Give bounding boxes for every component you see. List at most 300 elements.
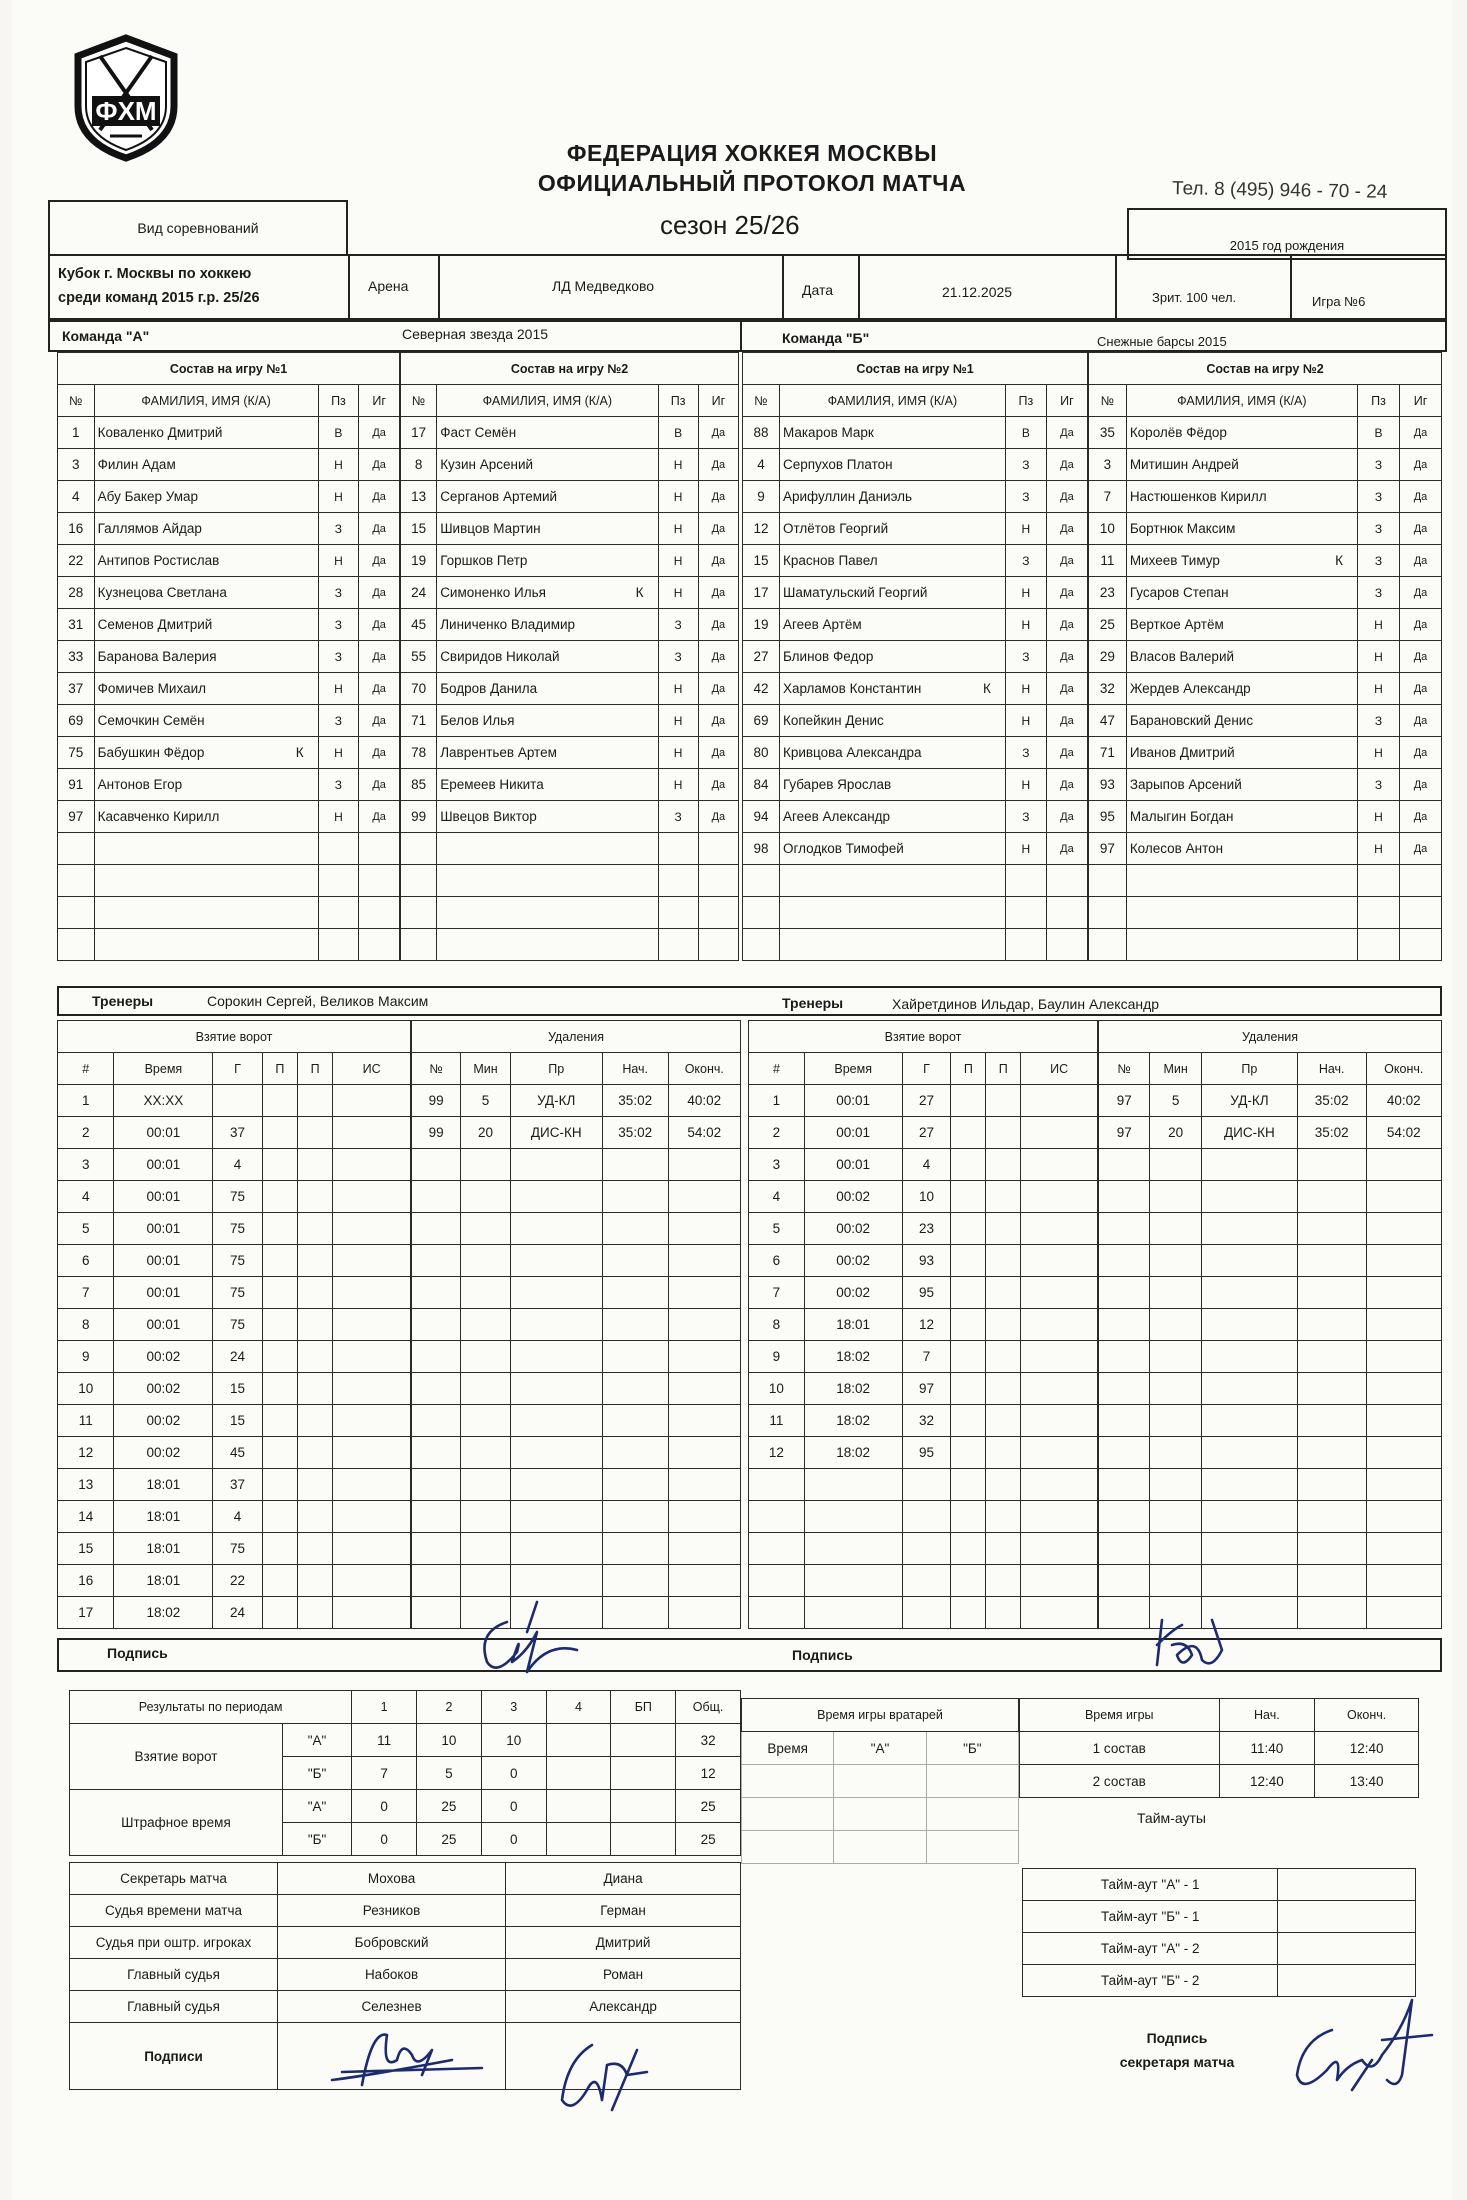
- gk-time-label: Время: [742, 1732, 834, 1765]
- player-name-text: Семочкин Семён: [97, 713, 205, 728]
- roster-row: [58, 897, 400, 929]
- goal-situation: [333, 1213, 411, 1245]
- goal-assist1: [951, 1597, 986, 1629]
- penalty-code: [510, 1501, 602, 1533]
- penalty-code: [1201, 1373, 1297, 1405]
- penalty-player: [1099, 1373, 1150, 1405]
- goal-time: 00:02: [114, 1437, 213, 1469]
- roster-row: [58, 545, 400, 577]
- official-firstname: Александр: [506, 1991, 741, 2023]
- player-played: Да: [1046, 833, 1087, 865]
- official-surname: Мохова: [278, 1863, 506, 1895]
- goal-assist2: [298, 1245, 333, 1277]
- penalty-end: [1366, 1597, 1442, 1629]
- goal-time: 00:02: [804, 1277, 902, 1309]
- pim-period-value: 0: [481, 1823, 546, 1856]
- goal-assist2: [986, 1501, 1021, 1533]
- captain-mark: К: [982, 681, 991, 696]
- penalty-row: [412, 1085, 741, 1117]
- birth-year-box: 2015 год рождения: [1127, 208, 1447, 260]
- roster-row: [1089, 673, 1442, 705]
- goal-index: 11: [58, 1405, 114, 1437]
- goal-situation: [333, 1341, 411, 1373]
- player-number: 85: [401, 769, 437, 801]
- penalty-row: [1099, 1213, 1442, 1245]
- goal-index: 13: [58, 1469, 114, 1501]
- goal-time: 00:01: [114, 1117, 213, 1149]
- player-name-text: Шивцов Мартин: [440, 521, 541, 536]
- penalty-code: [1201, 1245, 1297, 1277]
- penalty-minutes: [1150, 1309, 1201, 1341]
- goal-row: [58, 1565, 411, 1597]
- penalty-end: [668, 1533, 740, 1565]
- player-number: 12: [743, 513, 780, 545]
- goal-situation: [333, 1117, 411, 1149]
- player-number: [58, 865, 95, 897]
- goal-scorer: 37: [213, 1469, 262, 1501]
- penalty-start: [602, 1181, 668, 1213]
- goal-situation: [1021, 1085, 1098, 1117]
- penalties-title: Удаления: [412, 1021, 741, 1053]
- col-position: Пз: [318, 385, 359, 417]
- penalty-player: [1099, 1437, 1150, 1469]
- goal-situation: [1021, 1213, 1098, 1245]
- player-name-text: Фомичев Михаил: [97, 681, 206, 696]
- goals-period-value: 10: [417, 1724, 482, 1757]
- goal-situation: [1021, 1181, 1098, 1213]
- penalty-end: 40:02: [1366, 1085, 1442, 1117]
- goals-col-header: Время: [804, 1053, 902, 1085]
- player-name-text: Фаст Семён: [440, 425, 517, 440]
- goal-row: [58, 1085, 411, 1117]
- goal-assist1: [262, 1597, 297, 1629]
- player-number: 19: [401, 545, 437, 577]
- player-position: Н: [318, 449, 359, 481]
- player-name-text: Бодров Данила: [440, 681, 538, 696]
- player-number: 8: [401, 449, 437, 481]
- player-played: Да: [1046, 801, 1087, 833]
- player-name: [437, 673, 658, 705]
- penalty-row: [1099, 1501, 1442, 1533]
- goals-period-value: [546, 1757, 611, 1790]
- player-position: З: [1357, 513, 1399, 545]
- penalty-row: [1099, 1341, 1442, 1373]
- player-played: Да: [1399, 769, 1441, 801]
- penalty-row: [412, 1341, 741, 1373]
- penalty-start: [1297, 1213, 1366, 1245]
- goals-title: Взятие ворот: [749, 1021, 1098, 1053]
- player-number: 13: [401, 481, 437, 513]
- player-played: Да: [1046, 769, 1087, 801]
- goal-assist1: [951, 1565, 986, 1597]
- goal-row: [749, 1341, 1098, 1373]
- goal-assist1: [951, 1149, 986, 1181]
- player-position: З: [318, 769, 359, 801]
- svg-text:ФХМ: ФХМ: [95, 96, 157, 126]
- player-name: [779, 417, 1005, 449]
- goal-index: [749, 1533, 805, 1565]
- goal-assist2: [298, 1597, 333, 1629]
- penalty-minutes: [1150, 1533, 1201, 1565]
- goal-assist2: [298, 1149, 333, 1181]
- player-played: Да: [1399, 481, 1441, 513]
- player-number: 23: [1089, 577, 1127, 609]
- player-position: Н: [318, 737, 359, 769]
- penalty-minutes: 20: [1150, 1117, 1201, 1149]
- roster-row: [743, 449, 1088, 481]
- team-marker: "Б": [282, 1757, 351, 1790]
- goal-assist2: [986, 1469, 1021, 1501]
- player-played: Да: [359, 545, 400, 577]
- goal-index: [749, 1565, 805, 1597]
- player-number: 35: [1089, 417, 1127, 449]
- roster-row: [743, 673, 1088, 705]
- player-played: [1399, 929, 1441, 961]
- player-name-text: Абу Бакер Умар: [97, 489, 199, 504]
- goals-col-header: #: [58, 1053, 114, 1085]
- penalty-row: [1099, 1469, 1442, 1501]
- player-number: 22: [58, 545, 95, 577]
- roster-row: [743, 609, 1088, 641]
- player-number: 33: [58, 641, 95, 673]
- roster-row: [743, 545, 1088, 577]
- penalty-end: [668, 1245, 740, 1277]
- goal-scorer: 75: [213, 1245, 262, 1277]
- penalty-start: [602, 1533, 668, 1565]
- player-name: [437, 929, 658, 961]
- roster-row: [401, 417, 739, 449]
- player-position: Н: [658, 769, 698, 801]
- player-name: [94, 865, 318, 897]
- roster-title: Состав на игру №2: [1089, 353, 1442, 385]
- penalty-player: [412, 1149, 461, 1181]
- player-position: Н: [658, 577, 698, 609]
- penalty-minutes: [461, 1501, 510, 1533]
- gt-title: Время игры: [1020, 1699, 1220, 1732]
- player-played: [359, 833, 400, 865]
- period-label: 4: [546, 1691, 611, 1724]
- col-number: №: [58, 385, 95, 417]
- penalty-end: [1366, 1501, 1442, 1533]
- player-name-text: Коваленко Дмитрий: [97, 425, 223, 440]
- goal-index: 15: [58, 1533, 114, 1565]
- roster-title: Состав на игру №1: [743, 353, 1088, 385]
- player-name: [1126, 449, 1357, 481]
- player-number: 9: [743, 481, 780, 513]
- player-position: Н: [318, 481, 359, 513]
- player-name-text: Кузин Арсений: [440, 457, 534, 472]
- player-position: З: [318, 609, 359, 641]
- goal-scorer: 45: [213, 1437, 262, 1469]
- phone: Тел. 8 (495) 946 - 70 - 24: [1171, 178, 1388, 203]
- goal-scorer: [902, 1501, 951, 1533]
- penalties-title-row: [1099, 1021, 1442, 1053]
- timeouts-title: Тайм-ауты: [1137, 1810, 1206, 1826]
- goal-situation: [333, 1469, 411, 1501]
- col-played: Иг: [1046, 385, 1087, 417]
- penalty-row: [412, 1245, 741, 1277]
- roster-row: [401, 577, 739, 609]
- penalties-team-a: [411, 1020, 741, 1629]
- penalty-code: [1201, 1181, 1297, 1213]
- goal-index: 8: [749, 1309, 805, 1341]
- player-name: [779, 609, 1005, 641]
- penalty-start: [602, 1341, 668, 1373]
- penalty-player: 97: [1099, 1117, 1150, 1149]
- goal-index: 17: [58, 1597, 114, 1629]
- goal-row: [749, 1149, 1098, 1181]
- penalty-minutes: [1150, 1341, 1201, 1373]
- goal-time: [804, 1565, 902, 1597]
- goal-row: [58, 1341, 411, 1373]
- player-position: Н: [318, 545, 359, 577]
- penalty-player: [1099, 1565, 1150, 1597]
- player-name: [1126, 673, 1357, 705]
- goal-assist2: [298, 1213, 333, 1245]
- player-played: [359, 897, 400, 929]
- gk-cell: [926, 1765, 1018, 1798]
- player-played: [1399, 865, 1441, 897]
- penalty-start: [1297, 1501, 1366, 1533]
- gk-cell: [926, 1831, 1018, 1864]
- player-played: Да: [359, 417, 400, 449]
- penalty-player: 97: [1099, 1085, 1150, 1117]
- player-played: Да: [698, 577, 738, 609]
- penalty-minutes: [1150, 1469, 1201, 1501]
- gt-start-label: Нач.: [1219, 1699, 1315, 1732]
- player-played: Да: [1399, 577, 1441, 609]
- signature-team-a: [467, 1592, 607, 1682]
- col-number: №: [743, 385, 780, 417]
- player-number: [401, 865, 437, 897]
- team-marker: "А": [282, 1790, 351, 1823]
- penalty-player: [412, 1597, 461, 1629]
- player-played: Да: [1046, 577, 1087, 609]
- goal-scorer: [213, 1085, 262, 1117]
- player-played: [1046, 929, 1087, 961]
- goal-time: 00:02: [804, 1181, 902, 1213]
- player-name-text: Кривцова Александра: [782, 745, 922, 760]
- player-played: Да: [1046, 673, 1087, 705]
- goal-assist1: [262, 1469, 297, 1501]
- goal-index: 3: [749, 1149, 805, 1181]
- period-label: Общ.: [676, 1691, 741, 1724]
- penalty-code: ДИС-КН: [510, 1117, 602, 1149]
- period-label: БП: [611, 1691, 676, 1724]
- player-name: [779, 481, 1005, 513]
- player-played: Да: [1399, 801, 1441, 833]
- roster-row: [743, 865, 1088, 897]
- goal-assist2: [986, 1309, 1021, 1341]
- goal-time: 00:02: [114, 1341, 213, 1373]
- timeout-label: Тайм-аут "А" - 2: [1023, 1933, 1278, 1965]
- timeout-row: [1023, 1869, 1416, 1901]
- penalty-start: [602, 1309, 668, 1341]
- player-number: 15: [401, 513, 437, 545]
- player-position: Н: [658, 673, 698, 705]
- penalty-player: [412, 1405, 461, 1437]
- gk-team-b: "Б": [926, 1732, 1018, 1765]
- player-position: [658, 865, 698, 897]
- penalty-end: [668, 1565, 740, 1597]
- player-name-text: Барановский Денис: [1129, 713, 1254, 728]
- goal-scorer: 32: [902, 1405, 951, 1437]
- goal-assist1: [262, 1341, 297, 1373]
- player-played: Да: [359, 705, 400, 737]
- roster-row: [743, 417, 1088, 449]
- penalty-code: [510, 1437, 602, 1469]
- penalty-row: [412, 1437, 741, 1469]
- goals-col-header: П: [298, 1053, 333, 1085]
- official-role: Секретарь матча: [70, 1863, 278, 1895]
- player-name-text: Баранова Валерия: [97, 649, 217, 664]
- goals-title-row: [58, 1021, 411, 1053]
- penalty-code: [1201, 1469, 1297, 1501]
- goal-index: 9: [749, 1341, 805, 1373]
- player-name-text: Кузнецова Светлана: [97, 585, 227, 600]
- penalty-start: [602, 1245, 668, 1277]
- goal-row: [749, 1181, 1098, 1213]
- goal-time: 18:01: [804, 1309, 902, 1341]
- player-played: [698, 865, 738, 897]
- goal-assist2: [298, 1181, 333, 1213]
- official-firstname: Герман: [506, 1895, 741, 1927]
- penalties-col-header: Нач.: [1297, 1053, 1366, 1085]
- penalty-row: [1099, 1309, 1442, 1341]
- penalty-row: [412, 1117, 741, 1149]
- roster-b-game2: [1088, 352, 1442, 961]
- player-name: [94, 641, 318, 673]
- gk-team-a: "А": [834, 1732, 926, 1765]
- player-number: 91: [58, 769, 95, 801]
- player-name: [1126, 865, 1357, 897]
- player-played: Да: [1046, 545, 1087, 577]
- player-number: [58, 833, 95, 865]
- player-number: [1089, 865, 1127, 897]
- penalty-code: [1201, 1437, 1297, 1469]
- player-name-text: Губарев Ярослав: [782, 777, 892, 792]
- official-firstname: Дмитрий: [506, 1927, 741, 1959]
- penalty-code: [510, 1469, 602, 1501]
- gk-row: [742, 1765, 1019, 1798]
- goals-period-value: 12: [676, 1757, 741, 1790]
- player-number: [58, 897, 95, 929]
- goal-assist2: [298, 1341, 333, 1373]
- goal-scorer: 75: [213, 1277, 262, 1309]
- penalties-col-header: Пр: [1201, 1053, 1297, 1085]
- penalty-row: [1099, 1085, 1442, 1117]
- player-name: [437, 641, 658, 673]
- player-position: З: [318, 577, 359, 609]
- penalty-player: [412, 1533, 461, 1565]
- fhm-logo: [70, 34, 182, 162]
- goal-situation: [333, 1501, 411, 1533]
- goal-index: 6: [58, 1245, 114, 1277]
- penalty-player: [412, 1213, 461, 1245]
- goals-col-header: #: [749, 1053, 805, 1085]
- penalty-start: [1297, 1405, 1366, 1437]
- penalty-row: [1099, 1277, 1442, 1309]
- penalty-row: [1099, 1149, 1442, 1181]
- goal-assist2: [986, 1565, 1021, 1597]
- goal-row: [749, 1373, 1098, 1405]
- goal-index: 2: [58, 1117, 114, 1149]
- goal-row: [749, 1501, 1098, 1533]
- goal-row: [749, 1213, 1098, 1245]
- roster-row: [58, 737, 400, 769]
- goal-assist1: [951, 1469, 986, 1501]
- penalty-row: [412, 1181, 741, 1213]
- player-position: В: [1005, 417, 1046, 449]
- player-played: Да: [1046, 417, 1087, 449]
- goal-scorer: 4: [213, 1501, 262, 1533]
- goal-time: 18:02: [804, 1341, 902, 1373]
- timeout-label: Тайм-аут "Б" - 1: [1023, 1901, 1278, 1933]
- gk-cell: [926, 1798, 1018, 1831]
- goal-row: [749, 1597, 1098, 1629]
- player-played: Да: [1399, 737, 1441, 769]
- penalty-end: [668, 1309, 740, 1341]
- goal-situation: [333, 1245, 411, 1277]
- penalty-start: [1297, 1565, 1366, 1597]
- roster-row: [58, 481, 400, 513]
- penalty-player: [1099, 1469, 1150, 1501]
- penalty-code: [1201, 1213, 1297, 1245]
- penalty-code: [1201, 1149, 1297, 1181]
- official-role: Судья при оштр. игроках: [70, 1927, 278, 1959]
- penalty-code: ДИС-КН: [1201, 1117, 1297, 1149]
- penalty-end: [1366, 1533, 1442, 1565]
- player-number: 4: [58, 481, 95, 513]
- player-played: Да: [1046, 449, 1087, 481]
- player-position: Н: [658, 449, 698, 481]
- penalty-player: [412, 1373, 461, 1405]
- timeout-value: [1278, 1869, 1416, 1901]
- goals-col-header: П: [986, 1053, 1021, 1085]
- penalties-col-header: Пр: [510, 1053, 602, 1085]
- goal-situation: [1021, 1405, 1098, 1437]
- goal-assist1: [951, 1309, 986, 1341]
- roster-header-row: [401, 385, 739, 417]
- goal-index: 4: [749, 1181, 805, 1213]
- goal-scorer: 75: [213, 1309, 262, 1341]
- goal-situation: [1021, 1565, 1098, 1597]
- penalty-minutes: [1150, 1277, 1201, 1309]
- player-played: Да: [1046, 481, 1087, 513]
- col-number: №: [1089, 385, 1127, 417]
- goal-scorer: [902, 1565, 951, 1597]
- penalty-start: [602, 1437, 668, 1469]
- player-name-text: Галлямов Айдар: [97, 521, 202, 536]
- roster-row: [1089, 545, 1442, 577]
- player-name: [1126, 417, 1357, 449]
- penalty-minutes: [1150, 1373, 1201, 1405]
- goal-scorer: 24: [213, 1597, 262, 1629]
- player-name-text: Отлётов Георгий: [782, 521, 889, 536]
- col-number: №: [401, 385, 437, 417]
- goal-time: [804, 1501, 902, 1533]
- player-number: 75: [58, 737, 95, 769]
- goal-time: 00:02: [804, 1245, 902, 1277]
- goal-assist1: [951, 1213, 986, 1245]
- player-name-text: Иванов Дмитрий: [1129, 745, 1235, 760]
- player-name: [437, 801, 658, 833]
- pim-period-row: [70, 1790, 741, 1823]
- player-name: [779, 865, 1005, 897]
- player-name-text: Копейкин Денис: [782, 713, 884, 728]
- player-number: 42: [743, 673, 780, 705]
- player-number: [743, 897, 780, 929]
